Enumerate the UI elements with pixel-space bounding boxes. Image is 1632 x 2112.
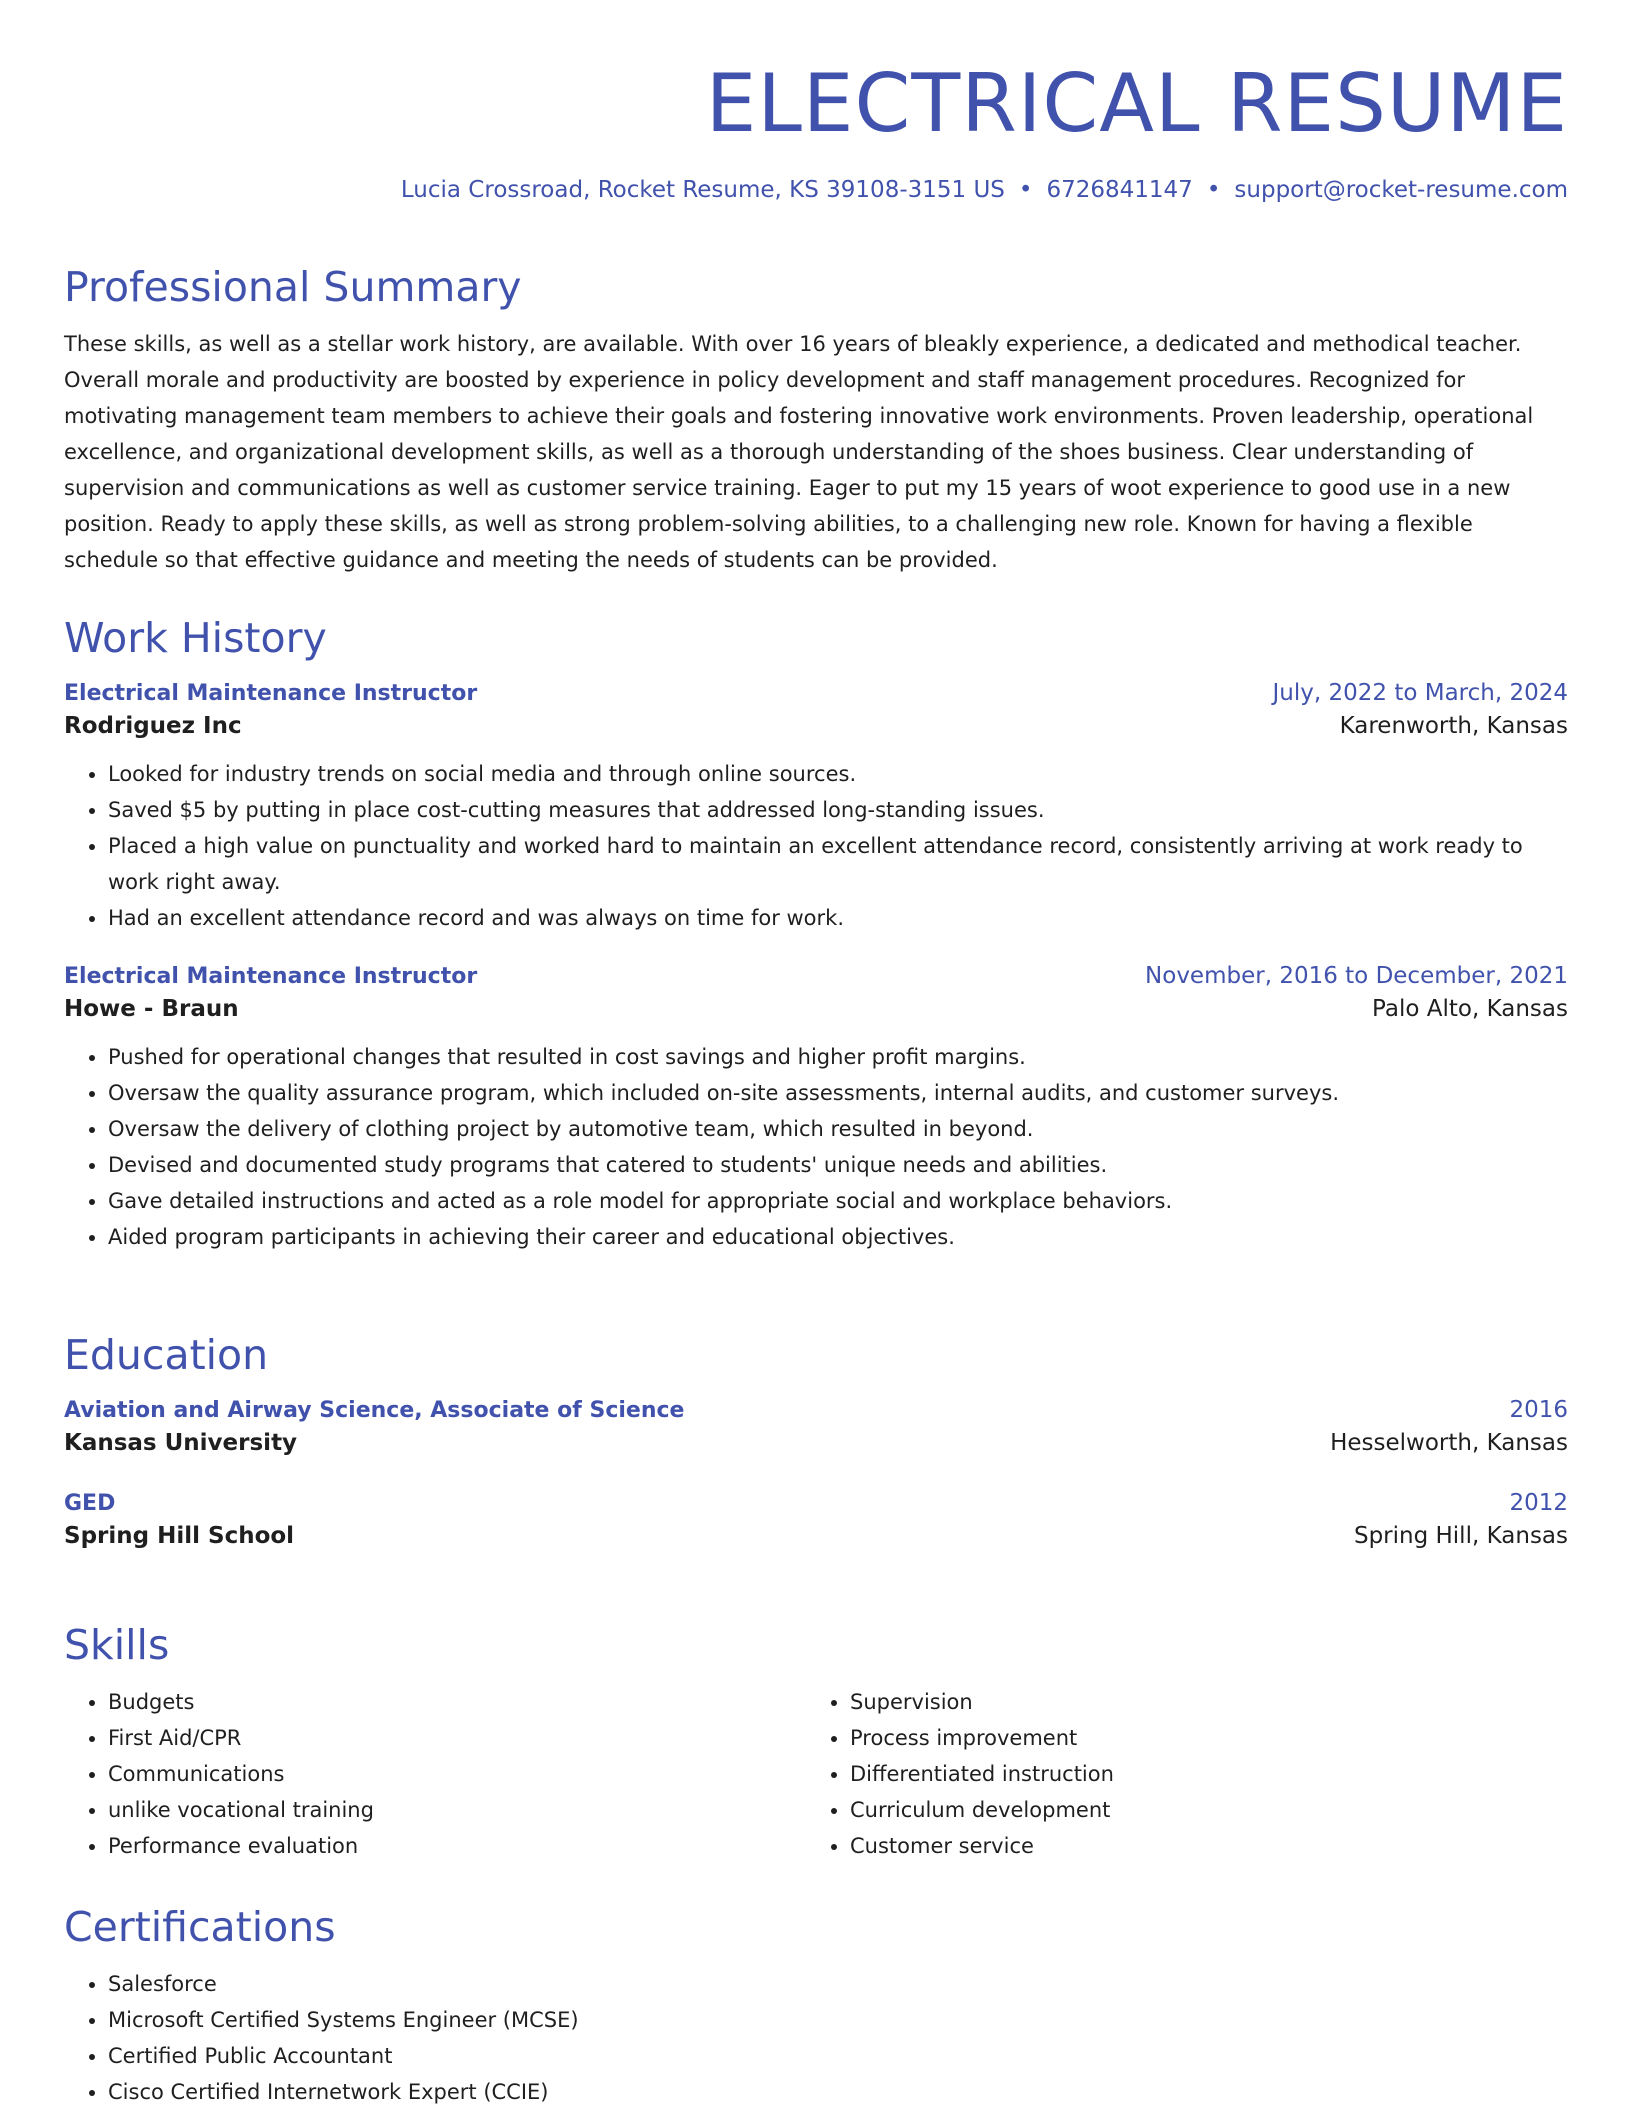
section-heading: Professional Summary — [64, 263, 522, 311]
skill-item: • Curriculum development — [850, 1792, 1548, 1828]
education-location: Hesselworth, Kansas — [1330, 1430, 1568, 1456]
education-school: Spring Hill School — [64, 1523, 295, 1549]
job-header-row — [64, 960, 1568, 993]
job-company-row — [64, 993, 1568, 1025]
contact-phone: 6726841147 — [1046, 177, 1193, 203]
job-location: Karenworth, Kansas — [1339, 713, 1568, 739]
skill-item: • Supervision — [850, 1684, 1548, 1720]
skill-item: • Budgets — [108, 1684, 806, 1720]
job-bullet: • Oversaw the quality assurance program, which included on-site assessments, internal audits, and customer surveys. — [108, 1075, 1568, 1111]
education-school-row — [64, 1427, 1568, 1459]
education-entry — [64, 1487, 1568, 1552]
job-location: Palo Alto, Kansas — [1372, 996, 1568, 1022]
education-year: 2012 — [1509, 1490, 1568, 1516]
skills-column-left — [64, 1670, 806, 1864]
skill-item: • First Aid/CPR — [108, 1720, 806, 1756]
job-company: Howe - Braun — [64, 996, 239, 1022]
contact-separator: • — [1206, 177, 1221, 203]
certification-item: • Cisco Certified Internetwork Expert (CCIE) — [108, 2074, 1568, 2110]
contact-line — [64, 174, 1568, 206]
job-title: Electrical Maintenance Instructor — [64, 681, 478, 706]
job-entry — [64, 677, 1568, 936]
skills-list — [64, 1684, 806, 1864]
section-heading: Skills — [64, 1621, 170, 1669]
education-degree: GED — [64, 1491, 116, 1516]
contact-address: Lucia Crossroad, Rocket Resume, KS 39108-3151 US — [400, 177, 1005, 203]
section-heading: Education — [64, 1331, 269, 1379]
skill-item: • unlike vocational training — [108, 1792, 806, 1828]
certification-item: • Salesforce — [108, 1966, 1568, 2002]
job-bullet: • Devised and documented study programs that catered to students' unique needs and abilities. — [108, 1147, 1568, 1183]
job-company: Rodriguez Inc — [64, 713, 242, 739]
skill-item: • Performance evaluation — [108, 1828, 806, 1864]
certifications-list — [64, 1966, 1568, 2110]
skill-item: • Communications — [108, 1756, 806, 1792]
section-heading: Work History — [64, 614, 327, 662]
job-dates: November, 2016 to December, 2021 — [1145, 963, 1568, 989]
education-degree: Aviation and Airway Science, Associate of Science — [64, 1398, 685, 1423]
job-bullet: • Looked for industry trends on social media and through online sources. — [108, 756, 1568, 792]
skill-item: • Process improvement — [850, 1720, 1548, 1756]
job-dates: July, 2022 to March, 2024 — [1272, 680, 1568, 706]
education-year: 2016 — [1509, 1397, 1568, 1423]
education-school: Kansas University — [64, 1430, 298, 1456]
resume-title: ELECTRICAL RESUME — [705, 57, 1568, 150]
education-header-row — [64, 1394, 1568, 1427]
contact-email: support@rocket-resume.com — [1234, 177, 1568, 203]
job-header-row — [64, 677, 1568, 710]
professional-summary-section — [64, 262, 1568, 578]
job-bullet: • Pushed for operational changes that resulted in cost savings and higher profit margins. — [108, 1039, 1568, 1075]
education-entry — [64, 1394, 1568, 1459]
job-bullet: • Aided program participants in achieving their career and educational objectives. — [108, 1219, 1568, 1255]
certification-item: • Microsoft Certified Systems Engineer (MCSE) — [108, 2002, 1568, 2038]
skills-section — [64, 1620, 1568, 1864]
skill-item: • Differentiated instruction — [850, 1756, 1548, 1792]
skills-list — [806, 1684, 1548, 1864]
summary-text: These skills, as well as a stellar work history, are available. With over 16 years of bleakly experience, a dedicated and methodical teacher. Overall morale and productivity are boosted by experience in policy development and staff management procedures. Recognized for motivating management team members to achieve their goals and fostering innovative work environments. Proven leadership, operational excellence, and organizational development skills, as well as a thorough understanding of the shoes business. Clear understanding of supervision and communications as well as customer service training. Eager to put my 15 years of woot experience to good use in a new position. Ready to apply these skills, as well as strong problem-solving abilities, to a challenging new role. Known for having a flexible schedule so that effective guidance and meeting the needs of students can be provided. — [64, 332, 1534, 572]
job-bullet: • Oversaw the delivery of clothing project by automotive team, which resulted in beyond. — [108, 1111, 1568, 1147]
job-bullet-list — [64, 1039, 1568, 1255]
job-entry — [64, 960, 1568, 1255]
job-bullet: • Gave detailed instructions and acted as a role model for appropriate social and workplace behaviors. — [108, 1183, 1568, 1219]
work-history-section — [64, 613, 1568, 1255]
skills-column-right — [806, 1670, 1548, 1864]
education-location: Spring Hill, Kansas — [1353, 1523, 1568, 1549]
certification-item: • Certified Public Accountant — [108, 2038, 1568, 2074]
education-school-row — [64, 1520, 1568, 1552]
education-section — [64, 1330, 1568, 1552]
job-title: Electrical Maintenance Instructor — [64, 964, 478, 989]
education-header-row — [64, 1487, 1568, 1520]
job-bullet: • Saved $5 by putting in place cost-cutting measures that addressed long-standing issues. — [108, 792, 1568, 828]
section-heading: Certifications — [64, 1903, 336, 1951]
job-bullet: • Had an excellent attendance record and was always on time for work. — [108, 900, 1568, 936]
skills-columns — [64, 1670, 1568, 1864]
skill-item: • Customer service — [850, 1828, 1548, 1864]
job-bullet: • Placed a high value on punctuality and worked hard to maintain an excellent attendance record, consistently arriving at work ready to work right away. — [108, 828, 1568, 900]
job-company-row — [64, 710, 1568, 742]
contact-separator: • — [1018, 177, 1033, 203]
resume-page — [64, 0, 1568, 2104]
job-bullet-list — [64, 756, 1568, 936]
certifications-section — [64, 1902, 1568, 2110]
